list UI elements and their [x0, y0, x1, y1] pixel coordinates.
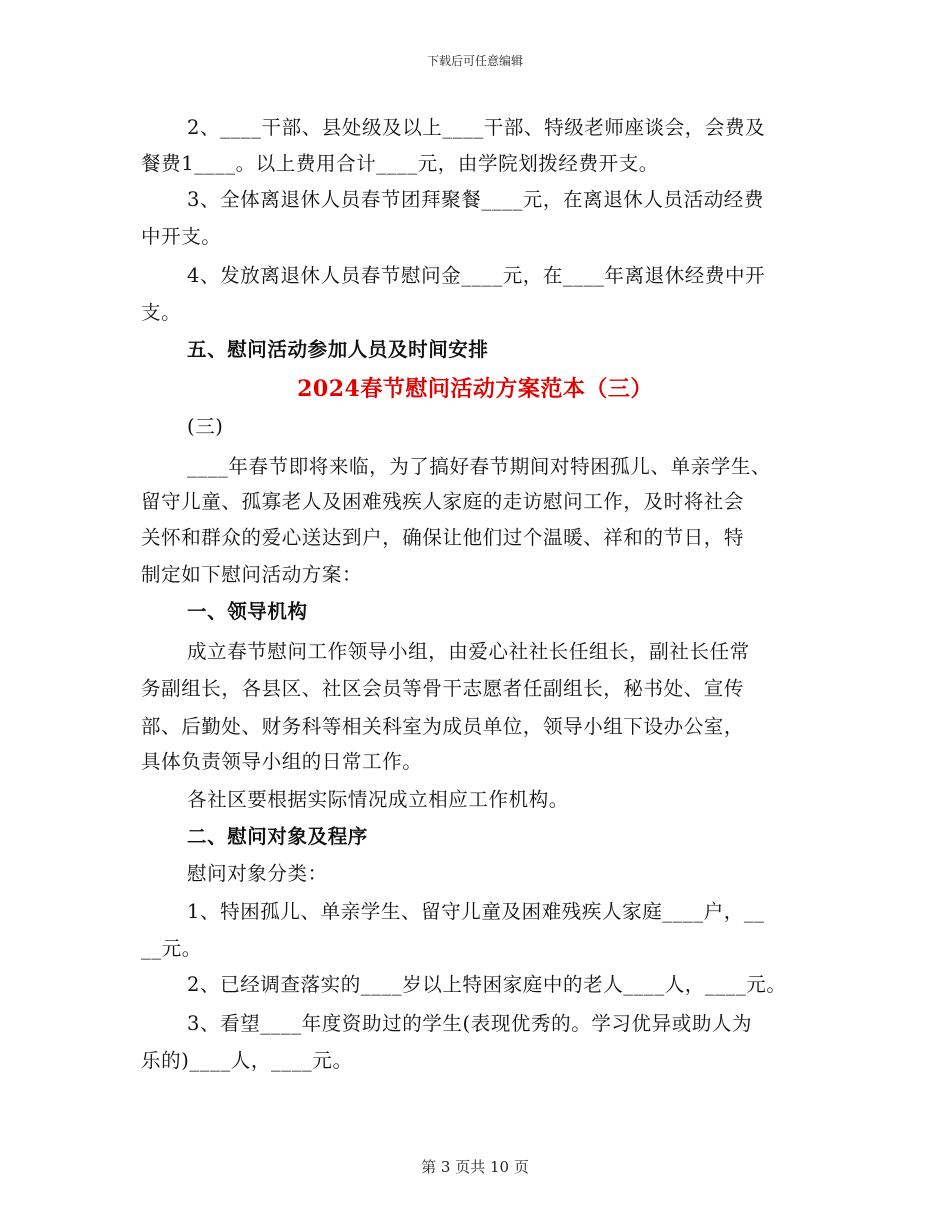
- text-line: 关怀和群众的爱心送达到户，确保让他们过个温暖、祥和的节日，特: [141, 526, 745, 549]
- text-line: 中开支。: [141, 225, 222, 248]
- text-line: 1、特困孤儿、单亲学生、留守儿童及困难残疾人家庭____户，__: [187, 900, 765, 923]
- page-footer: 第 3 页共 10 页: [421, 1158, 529, 1176]
- text-line: 务副组长，各县区、社区会员等骨干志愿者任副组长，秘书处、宣传: [141, 677, 745, 700]
- text-line: 4、发放离退休人员春节慰问金____元，在____年离退休经费中开: [187, 264, 766, 287]
- text-line: 具体负责领导小组的日常工作。: [141, 750, 423, 773]
- text-line: 2、已经调查落实的____岁以上特困家庭中的老人____人，____元。: [187, 973, 787, 996]
- text-line: 3、全体离退休人员春节团拜聚餐____元，在离退休人员活动经费: [187, 188, 765, 211]
- text-line: 部、后勤处、财务科等相关科室为成员单位，领导小组下设办公室，: [141, 715, 745, 738]
- text-line: 各社区要根据实际情况成立相应工作机构。: [187, 788, 569, 811]
- text-line: 支。: [141, 301, 182, 324]
- section-heading: 二、慰问对象及程序: [187, 825, 368, 848]
- text-line: 餐费1____。以上费用合计____元，由学院划拨经费开支。: [141, 152, 659, 175]
- text-line: 慰问对象分类：: [187, 862, 328, 885]
- section-heading: 一、领导机构: [187, 600, 308, 623]
- text-line: 留守儿童、孤寡老人及困难残疾人家庭的走访慰问工作，及时将社会: [141, 490, 745, 513]
- text-line: 3、看望____年度资助过的学生(表现优秀的。学习优异或助人为: [187, 1012, 753, 1035]
- text-line: 成立春节慰问工作领导小组，由爱心社社长任组长，副社长任常: [187, 640, 750, 663]
- text-line: __元。: [141, 937, 202, 960]
- text-line: 乐的)____人，____元。: [141, 1049, 353, 1072]
- subsection-label: (三): [187, 415, 224, 438]
- page-header: 下载后可任意编辑: [426, 54, 523, 68]
- text-line: ____年春节即将来临，为了搞好春节期间对特困孤儿、单亲学生、: [187, 455, 772, 478]
- text-line: 2、____干部、县处级及以上____干部、特级老师座谈会，会费及: [187, 116, 766, 139]
- text-line: 制定如下慰问活动方案：: [141, 563, 363, 586]
- section-heading: 五、慰问活动参加人员及时间安排: [187, 338, 489, 361]
- document-title: 2024春节慰问活动方案范本（三）: [297, 376, 653, 402]
